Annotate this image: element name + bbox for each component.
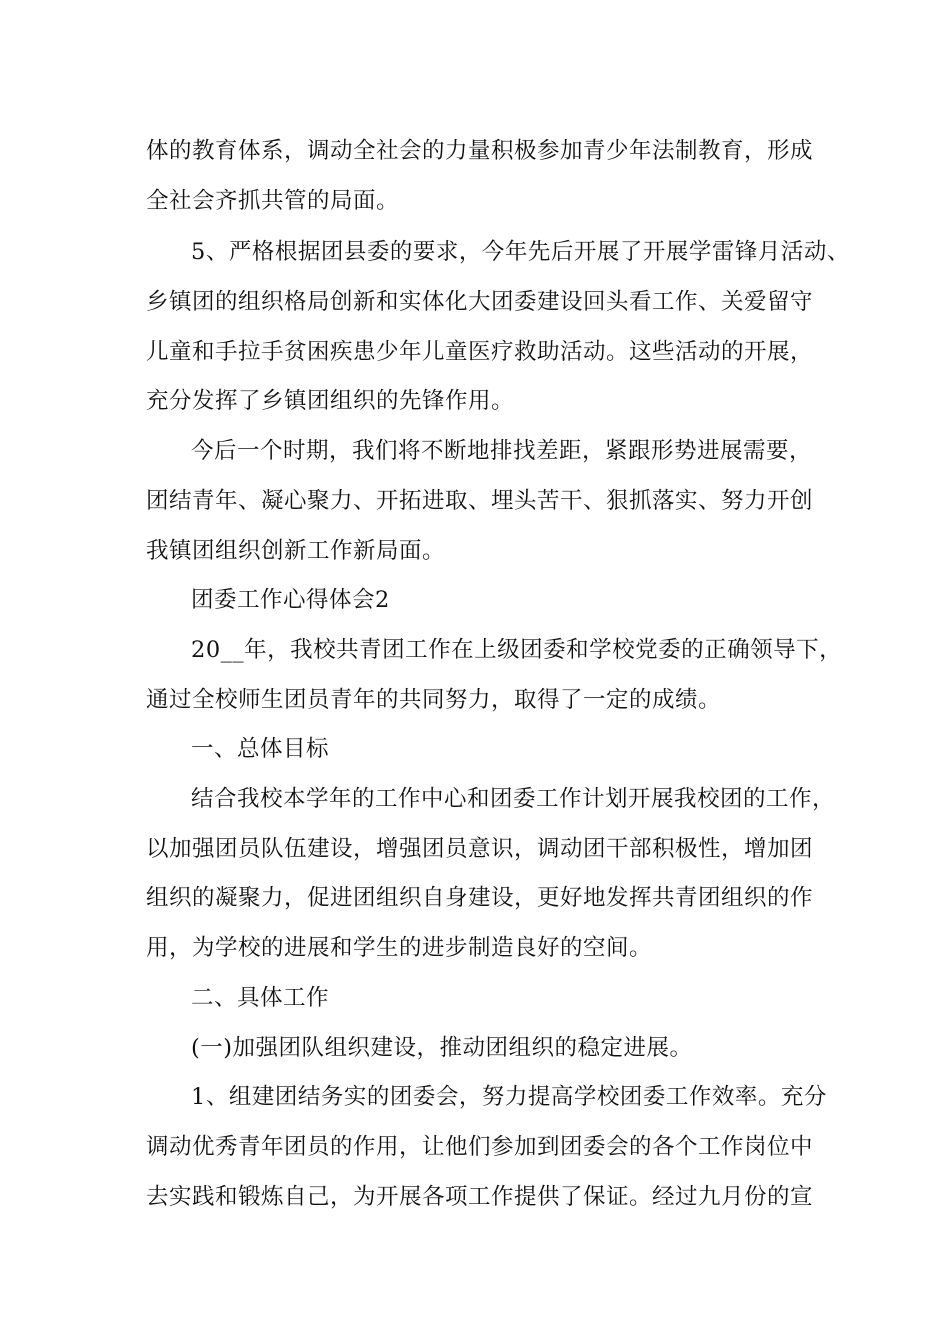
text-line: 我镇团组织创新工作新局面。 xyxy=(146,538,446,564)
text-line: 1、组建团结务实的团委会，努力提高学校团委工作效率。充分 xyxy=(191,1084,827,1110)
text-line: 全社会齐抓共管的局面。 xyxy=(146,188,400,214)
subsection-heading: (一)加强团队组织建设，推动团组织的稳定进展。 xyxy=(191,1035,693,1061)
section-heading: 团委工作心得体会2 xyxy=(191,587,390,613)
text-line: 体的教育体系，调动全社会的力量积极参加青少年法制教育，形成 xyxy=(146,138,814,164)
section-heading: 一、总体目标 xyxy=(191,736,330,762)
text-line: 20__年，我校共青团工作在上级团委和学校党委的正确领导下， xyxy=(191,637,843,663)
text-line: 今后一个时期，我们将不断地排找差距，紧跟形势进展需要， xyxy=(191,438,813,464)
text-line: 儿童和手拉手贫困疾患少年儿童医疗救助活动。这些活动的开展， xyxy=(146,339,814,365)
text-line: 去实践和锻炼自己，为开展各项工作提供了保证。经过九月份的宣 xyxy=(146,1184,814,1210)
text-line: 5、严格根据团县委的要求，今年先后开展了开展学雷锋月活动、 xyxy=(191,239,850,265)
text-line: 通过全校师生团员青年的共同努力，取得了一定的成绩。 xyxy=(146,687,722,713)
text-line: 乡镇团的组织格局创新和实体化大团委建设回头看工作、关爱留守 xyxy=(146,289,814,315)
text-line: 调动优秀青年团员的作用，让他们参加到团委会的各个工作岗位中 xyxy=(146,1134,814,1160)
text-line: 用，为学校的进展和学生的进步制造良好的空间。 xyxy=(146,935,653,961)
text-line: 组织的凝聚力，促进团组织自身建设，更好地发挥共青团组织的作 xyxy=(146,885,814,911)
text-line: 团结青年、凝心聚力、开拓进取、埋头苦干、狠抓落实、努力开创 xyxy=(146,488,814,514)
text-line: 结合我校本学年的工作中心和团委工作计划开展我校团的工作， xyxy=(191,786,836,812)
text-line: 以加强团员队伍建设，增强团员意识，调动团干部积极性，增加团 xyxy=(146,836,814,862)
section-heading: 二、具体工作 xyxy=(191,985,330,1011)
text-line: 充分发挥了乡镇团组织的先锋作用。 xyxy=(146,388,515,414)
